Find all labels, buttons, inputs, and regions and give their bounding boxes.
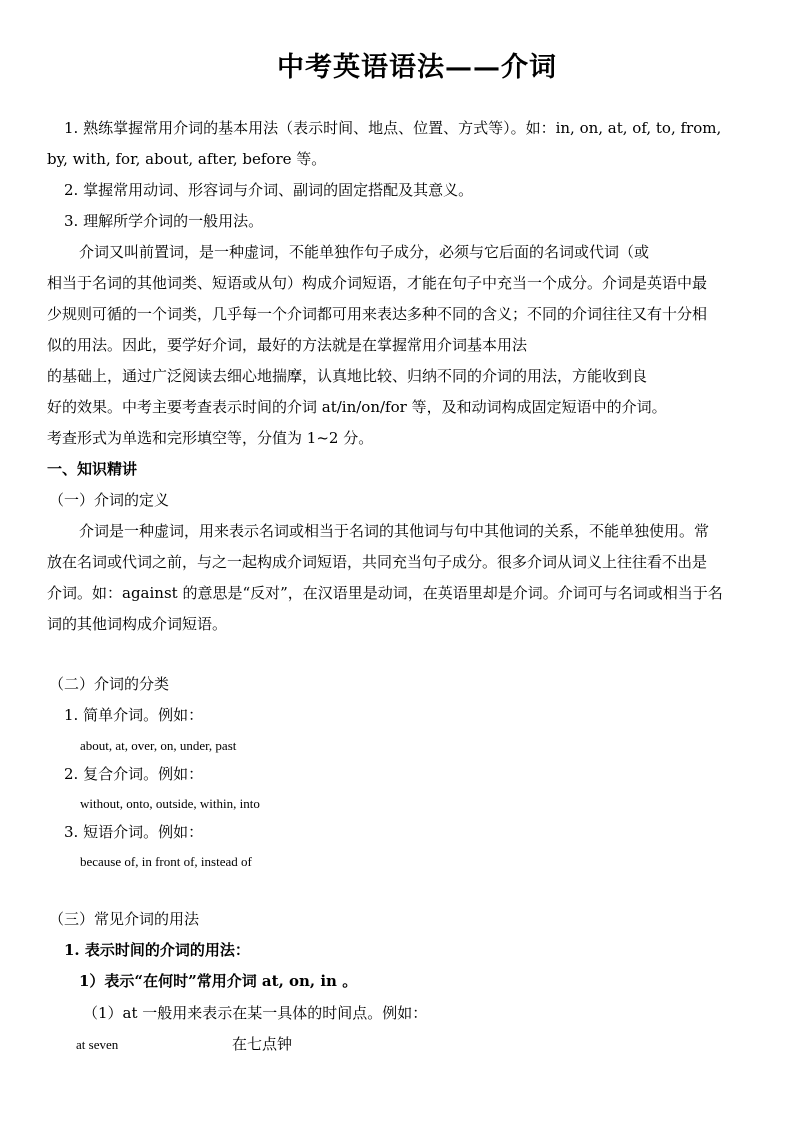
goal-line-2: 2. 掌握常用动词、形容词与介词、副词的固定搭配及其意义。 — [64, 181, 474, 199]
intro-line-6: 好的效果。中考主要考查表示时间的介词 at/in/on/for 等，及和动词构成固定短语中的介词。 — [47, 398, 667, 416]
intro-line-1: 介词又叫前置词，是一种虚词，不能单独作句子成分，必须与它后面的名词或代词（或 — [79, 243, 650, 261]
classification-item-label: 2. 复合介词。例如： — [64, 765, 204, 783]
definition-line-1: 介词是一种虚词，用来表示名词或相当于名词的其他词与句中其他词的关系，不能单独使用。常 — [79, 522, 710, 540]
classification-item-examples: without, onto, outside, within, into — [80, 796, 260, 811]
usage-point-at: （1）at 一般用来表示在某一具体的时间点。例如： — [83, 1004, 428, 1022]
section-heading-knowledge: 一、知识精讲 — [47, 460, 138, 478]
page-title: 中考英语语法——介词 — [277, 52, 557, 83]
goal-line-1-cont: by, with, for, about, after, before 等。 — [47, 150, 327, 168]
subsection-heading-classification: （二）介词的分类 — [49, 675, 170, 693]
classification-item-label: 1. 简单介词。例如： — [64, 706, 204, 724]
goal-line-3: 3. 理解所学介词的一般用法。 — [64, 212, 264, 230]
usage-point-when: 1）表示“在何时”常用介词 at, on, in 。 — [79, 972, 358, 990]
classification-item-examples: about, at, over, on, under, past — [80, 738, 237, 753]
intro-line-3: 少规则可循的一个词类，几乎每一个介词都可用来表达多种不同的含义；不同的介词往往又有十分相 — [47, 305, 708, 323]
subsection-heading-definition: （一）介词的定义 — [49, 491, 170, 509]
subsection-heading-usage: （三）常见介词的用法 — [49, 910, 200, 928]
usage-point-time: 1. 表示时间的介词的用法： — [64, 941, 250, 959]
example-chinese: 在七点钟 — [232, 1035, 293, 1053]
example-english: at seven — [76, 1037, 119, 1052]
definition-line-4: 词的其他词构成介词短语。 — [47, 615, 228, 633]
intro-line-4: 似的用法。因此，要学好介词，最好的方法就是在掌握常用介词基本用法 — [47, 336, 528, 354]
classification-item-examples: because of, in front of, instead of — [80, 854, 252, 869]
goal-line-1: 1. 熟练掌握常用介词的基本用法（表示时间、地点、位置、方式等）。如：in, on, at, of, to, from, — [64, 119, 722, 137]
classification-item-label: 3. 短语介词。例如： — [64, 823, 204, 841]
definition-line-3: 介词。如：against 的意思是“反对”，在汉语里是动词，在英语里却是介词。介词可与名词或相当于名 — [47, 584, 723, 602]
intro-line-7: 考查形式为单选和完形填空等，分值为 1~2 分。 — [47, 429, 374, 447]
intro-line-5: 的基础上，通过广泛阅读去细心地揣摩，认真地比较、归纳不同的介词的用法，方能收到良 — [47, 367, 648, 385]
definition-line-2: 放在名词或代词之前，与之一起构成介词短语，共同充当句子成分。很多介词从词义上往往看不出是 — [47, 553, 708, 571]
intro-line-2: 相当于名词的其他词类、短语或从句）构成介词短语，才能在句子中充当一个成分。介词是英语中最 — [47, 274, 708, 292]
